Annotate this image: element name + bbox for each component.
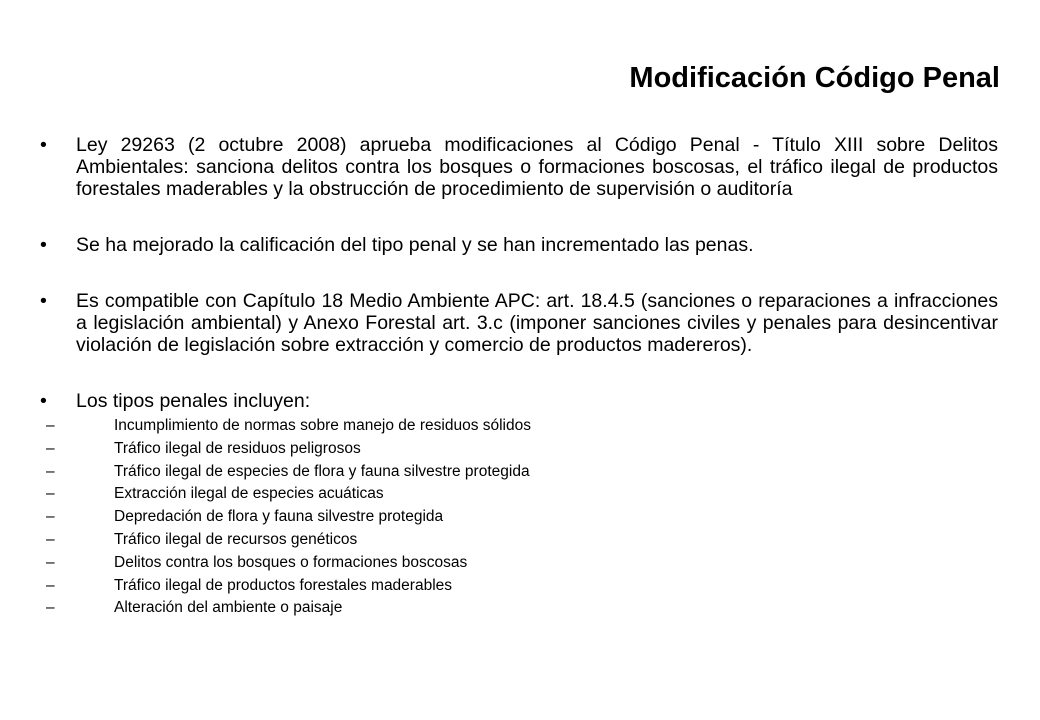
sub-bullet-text: Depredación de flora y fauna silvestre protegida (114, 508, 444, 526)
sub-bullet-item (46, 506, 998, 529)
sub-bullet-marker: – (46, 485, 55, 503)
sub-bullet-marker: – (46, 417, 55, 434)
sub-bullet-item (46, 575, 998, 598)
sub-bullet-item (46, 438, 998, 461)
sub-bullet-item (46, 415, 998, 438)
sub-bullet-text: Incumplimiento de normas sobre manejo de residuos sólidos (114, 417, 531, 434)
bullet-text: Es compatible con Capítulo 18 Medio Ambiente APC: art. 18.4.5 (sanciones o reparaciones a infracciones a legislación ambiental) y Anexo Forestal art. 3.c (imponer sanciones civiles y penales para desincentivar violación de legislación sobre extracción y comercio de productos madereros). (76, 290, 998, 356)
sub-bullet-text: Delitos contra los bosques o formaciones boscosas (114, 553, 468, 571)
sub-bullet-item (46, 529, 998, 552)
slide-title: Modificación Código Penal (629, 62, 1000, 94)
sub-bullet-text: Alteración del ambiente o paisaje (114, 599, 343, 617)
sub-bullet-item (46, 483, 998, 506)
sub-bullet-marker: – (46, 553, 55, 571)
sub-bullet-text: Tráfico ilegal de recursos genéticos (114, 530, 358, 548)
sub-bullet-text: Tráfico ilegal de productos forestales maderables (114, 576, 453, 594)
sub-bullet-text: Extracción ilegal de especies acuáticas (114, 485, 384, 503)
sub-bullet-item (46, 597, 998, 620)
sub-bullet-marker: – (46, 530, 55, 548)
bullet-item (40, 390, 998, 620)
sub-bullet-marker: – (46, 508, 55, 526)
sub-bullet-item (46, 461, 998, 484)
sub-bullet-text: Tráfico ilegal de especies de flora y fauna silvestre protegida (114, 462, 530, 480)
sub-bullet-marker: – (46, 576, 55, 594)
sub-bullet-text: Tráfico ilegal de residuos peligrosos (114, 439, 361, 457)
bullet-marker: • (40, 390, 47, 412)
bullet-text: Se ha mejorado la calificación del tipo penal y se han incrementado las penas. (76, 234, 754, 256)
bullet-text: Ley 29263 (2 octubre 2008) aprueba modificaciones al Código Penal - Título XIII sobre Delitos Ambientales: sanciona delitos contra los bosques o formaciones boscosas, el tráfico ilegal de productos forestales maderables y la obstrucción de procedimiento de supervisión o auditoría (76, 134, 998, 200)
bullet-marker: • (40, 234, 47, 256)
sub-bullet-item (46, 552, 998, 575)
sub-bullet-list (46, 415, 998, 620)
sub-bullet-marker: – (46, 599, 55, 617)
bullet-list (40, 134, 998, 620)
bullet-marker: • (40, 134, 47, 156)
bullet-text: Los tipos penales incluyen: (76, 390, 311, 412)
bullet-item (40, 134, 998, 200)
sub-bullet-marker: – (46, 462, 55, 480)
bullet-marker: • (40, 290, 47, 312)
sub-bullet-marker: – (46, 439, 55, 457)
bullet-item (40, 234, 998, 256)
bullet-item (40, 290, 998, 356)
